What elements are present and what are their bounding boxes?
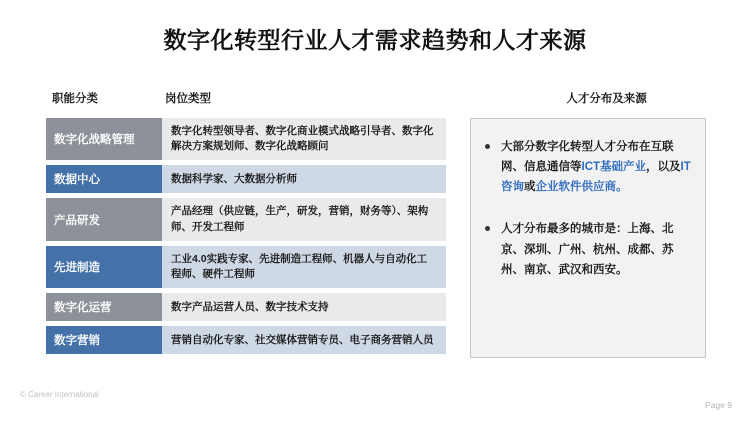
row-category-label: 数据中心: [46, 165, 162, 193]
list-item: [483, 219, 691, 279]
table-row: [46, 165, 446, 193]
table-row: [46, 118, 446, 160]
bullet-highlight-software-vendor: 企业软件供应商。: [535, 181, 628, 194]
table-row: [46, 326, 446, 354]
row-roles-text: 数据科学家、大数据分析师: [162, 165, 446, 193]
bullet-dot-icon: [485, 144, 490, 149]
bullet-text-cities: 人才分布最多的城市是：上海、北京、深圳、广州、杭州、成都、苏州、南京、武汉和西安。: [501, 223, 674, 276]
page-number: Page 9: [705, 400, 732, 410]
row-category-label: 数字营销: [46, 326, 162, 354]
bullet-dot-icon: [485, 226, 490, 231]
list-item: [483, 137, 691, 197]
row-roles-text: 工业4.0实践专家、先进制造工程师、机器人与自动化工程师、硬件工程师: [162, 246, 446, 288]
bullet-text-part2: ，以及: [646, 161, 681, 174]
column-header-function-category: 职能分类: [52, 93, 98, 105]
row-roles-text: 数字化转型领导者、数字化商业模式战略引导者、数字化解决方案规划师、数字化战略顾问: [162, 118, 446, 160]
table-row: [46, 246, 446, 288]
bullet-highlight-ict: ICT基础产业: [581, 161, 647, 174]
page-title: 数字化转型行业人才需求趋势和人才来源: [163, 27, 587, 53]
talent-distribution-panel: [470, 118, 706, 358]
column-header-talent-distribution: 人才分布及来源: [566, 93, 647, 105]
bullet-text-part1: 大部分数字化转型人才分布在互联网、信息通信等: [501, 141, 674, 174]
table-row: [46, 198, 446, 240]
copyright-text: © Career International: [20, 390, 99, 399]
row-roles-text: 产品经理（供应链，生产，研发，营销，财务等）、架构师、开发工程师: [162, 198, 446, 240]
column-header-role-type: 岗位类型: [165, 93, 211, 105]
row-category-label: 先进制造: [46, 246, 162, 288]
table-row: [46, 293, 446, 321]
talent-demand-table: [46, 118, 446, 359]
row-category-label: 产品研发: [46, 198, 162, 240]
row-category-label: 数字化战略管理: [46, 118, 162, 160]
bullet-text-part3: 或: [524, 181, 536, 194]
bullet-highlight-it-consulting: IT咨询: [501, 161, 691, 194]
row-roles-text: 数字产品运营人员、数字技术支持: [162, 293, 446, 321]
row-category-label: 数字化运营: [46, 293, 162, 321]
row-roles-text: 营销自动化专家、社交媒体营销专员、电子商务营销人员: [162, 326, 446, 354]
